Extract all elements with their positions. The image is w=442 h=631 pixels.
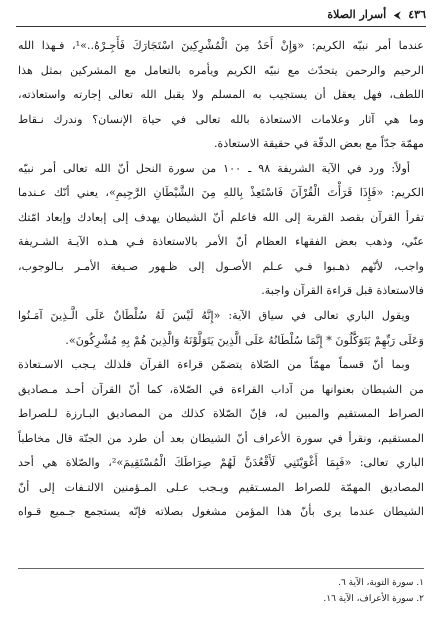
text-line: وَعَلَى رَبِّهِمْ يَتَوَكَّلُونَ * إِنَّمَا سُلْطَانُهُ عَلَى الَّذِينَ يَتَوَلَّوْنَهُ وَالَّذِينَ هُمْ بِهِ مُشْرِكُونَ». [65, 333, 424, 347]
text-line: الرحيم والرحمن يتحدّث مع نبيّه الكريم ويأمره بالتعامل مع المشركين بمثل هذا [18, 63, 424, 77]
running-header [16, 8, 426, 27]
text-line: المستقيم، ونقرأ في سورة الأعراف أنّ الشيطان بعد أن طرد من الجنّة قال مخاطباً [18, 431, 424, 445]
text-line: الباري تعالى: «فَبِمَا أَغْوَيْتَنِي لَأَقْعُدَنَّ لَهُمْ صِرَاطَكَ الْمُسْتَقِيمَ»²، والصّلاة هي أحد [18, 456, 424, 470]
text-line: وبما أنّ قسماً مهمّاً من الصّلاة يتضمّن قراءة القرآن فلذلك يـجب الاسـتعاذة [18, 358, 410, 372]
text-line: فالاستعاذة قبل قراءة القرآن واجبة. [261, 284, 424, 298]
text-line: وما هي آثار وعلامات الاستعاذة بالله تعالى في حياة الإنسان؟ وندرك نـقاط [18, 112, 424, 126]
text-line: الصراط المستقيم والمبين له، فإنّ الصّلاة كذلك من المصاديق البـارزة لـلصراط [18, 407, 424, 421]
footnotes [18, 568, 424, 607]
footnote: ١. سورة التوبة، الآية ٦. [338, 578, 424, 588]
text-line: المصاديق المهمّة للصراط المسـتقيم ويـجب عـلى المـؤمنين الالتـفات إلى أنّ [18, 480, 424, 494]
body-text [18, 34, 424, 525]
text-line: عندما أمر نبيّه الكريم: «وَإِنْ أَحَدٌ مِنَ الْمُشْرِكِينَ اسْتَجَارَكَ فَأَجِـرْهُ..»¹، فـهذا الله [18, 39, 424, 52]
chapter-title: أسرار الصلاة [327, 8, 387, 21]
footnote: ٢. سورة الأعراف، الآية ١٦. [323, 594, 424, 604]
header-separator-icon: ⮜ [394, 11, 401, 21]
text-line: عنّي، وذهب بعض الفقهاء العظام أنّ الأمر بالاستعاذة فـي هـذه الآيـة الشـريفة [18, 235, 424, 249]
text-line: الكريم: «فَإِذَا قَرَأْتَ الْقُرْآنَ فَاسْتَعِذْ بِاللهِ مِنَ الشَّيْطَانِ الرَّجِيمِ»، يعني أنّك عـندما [18, 186, 424, 200]
text-line: واجب، لأنّهم ذهـبوا فـي عـلم الأصـول إلى ظـهور صـيغة الأمـر بـالوجوب، [18, 259, 424, 273]
text-line: مهمّة جدّاً مع بعض الدقّة في حقيقة الاستعاذة. [213, 137, 424, 151]
text-line: من الشيطان بعنوانها من آداب القراءة في الصّلاة، كما أنّ القرآن أحـد مـصاديق [18, 382, 424, 396]
text-line: الشيطان عندما يرى بأنّ هذا المؤمن مشغول بصلاته فإنّه يستجمع جـميع قـواه [18, 505, 424, 519]
text-line: أولاً: ورد في الآية الشريفة ٩٨ ـ ١٠٠ من سورة النحل أنّ الله تعالى أمر نبيّه [18, 161, 411, 175]
text-line: تقرأ القرآن بقصد القربة إلى الله فاعلم أنّ الشيطان يهدف إلى إبعادك وإبعاد امّتك [18, 210, 424, 224]
text-line: اللطف، فهل يعقل أن يستجيب به المسلم ولا يقبل الله تعالى إجارته واستعاذته، [18, 88, 424, 102]
text-line: ويقول الباري تعالى في سياق الآية: «إِنَّهُ لَيْسَ لَهُ سُلْطَانٌ عَلَى الَّـذِينَ آمَـنُوا [18, 309, 410, 323]
page-number: ٤٣٦ [408, 8, 426, 21]
